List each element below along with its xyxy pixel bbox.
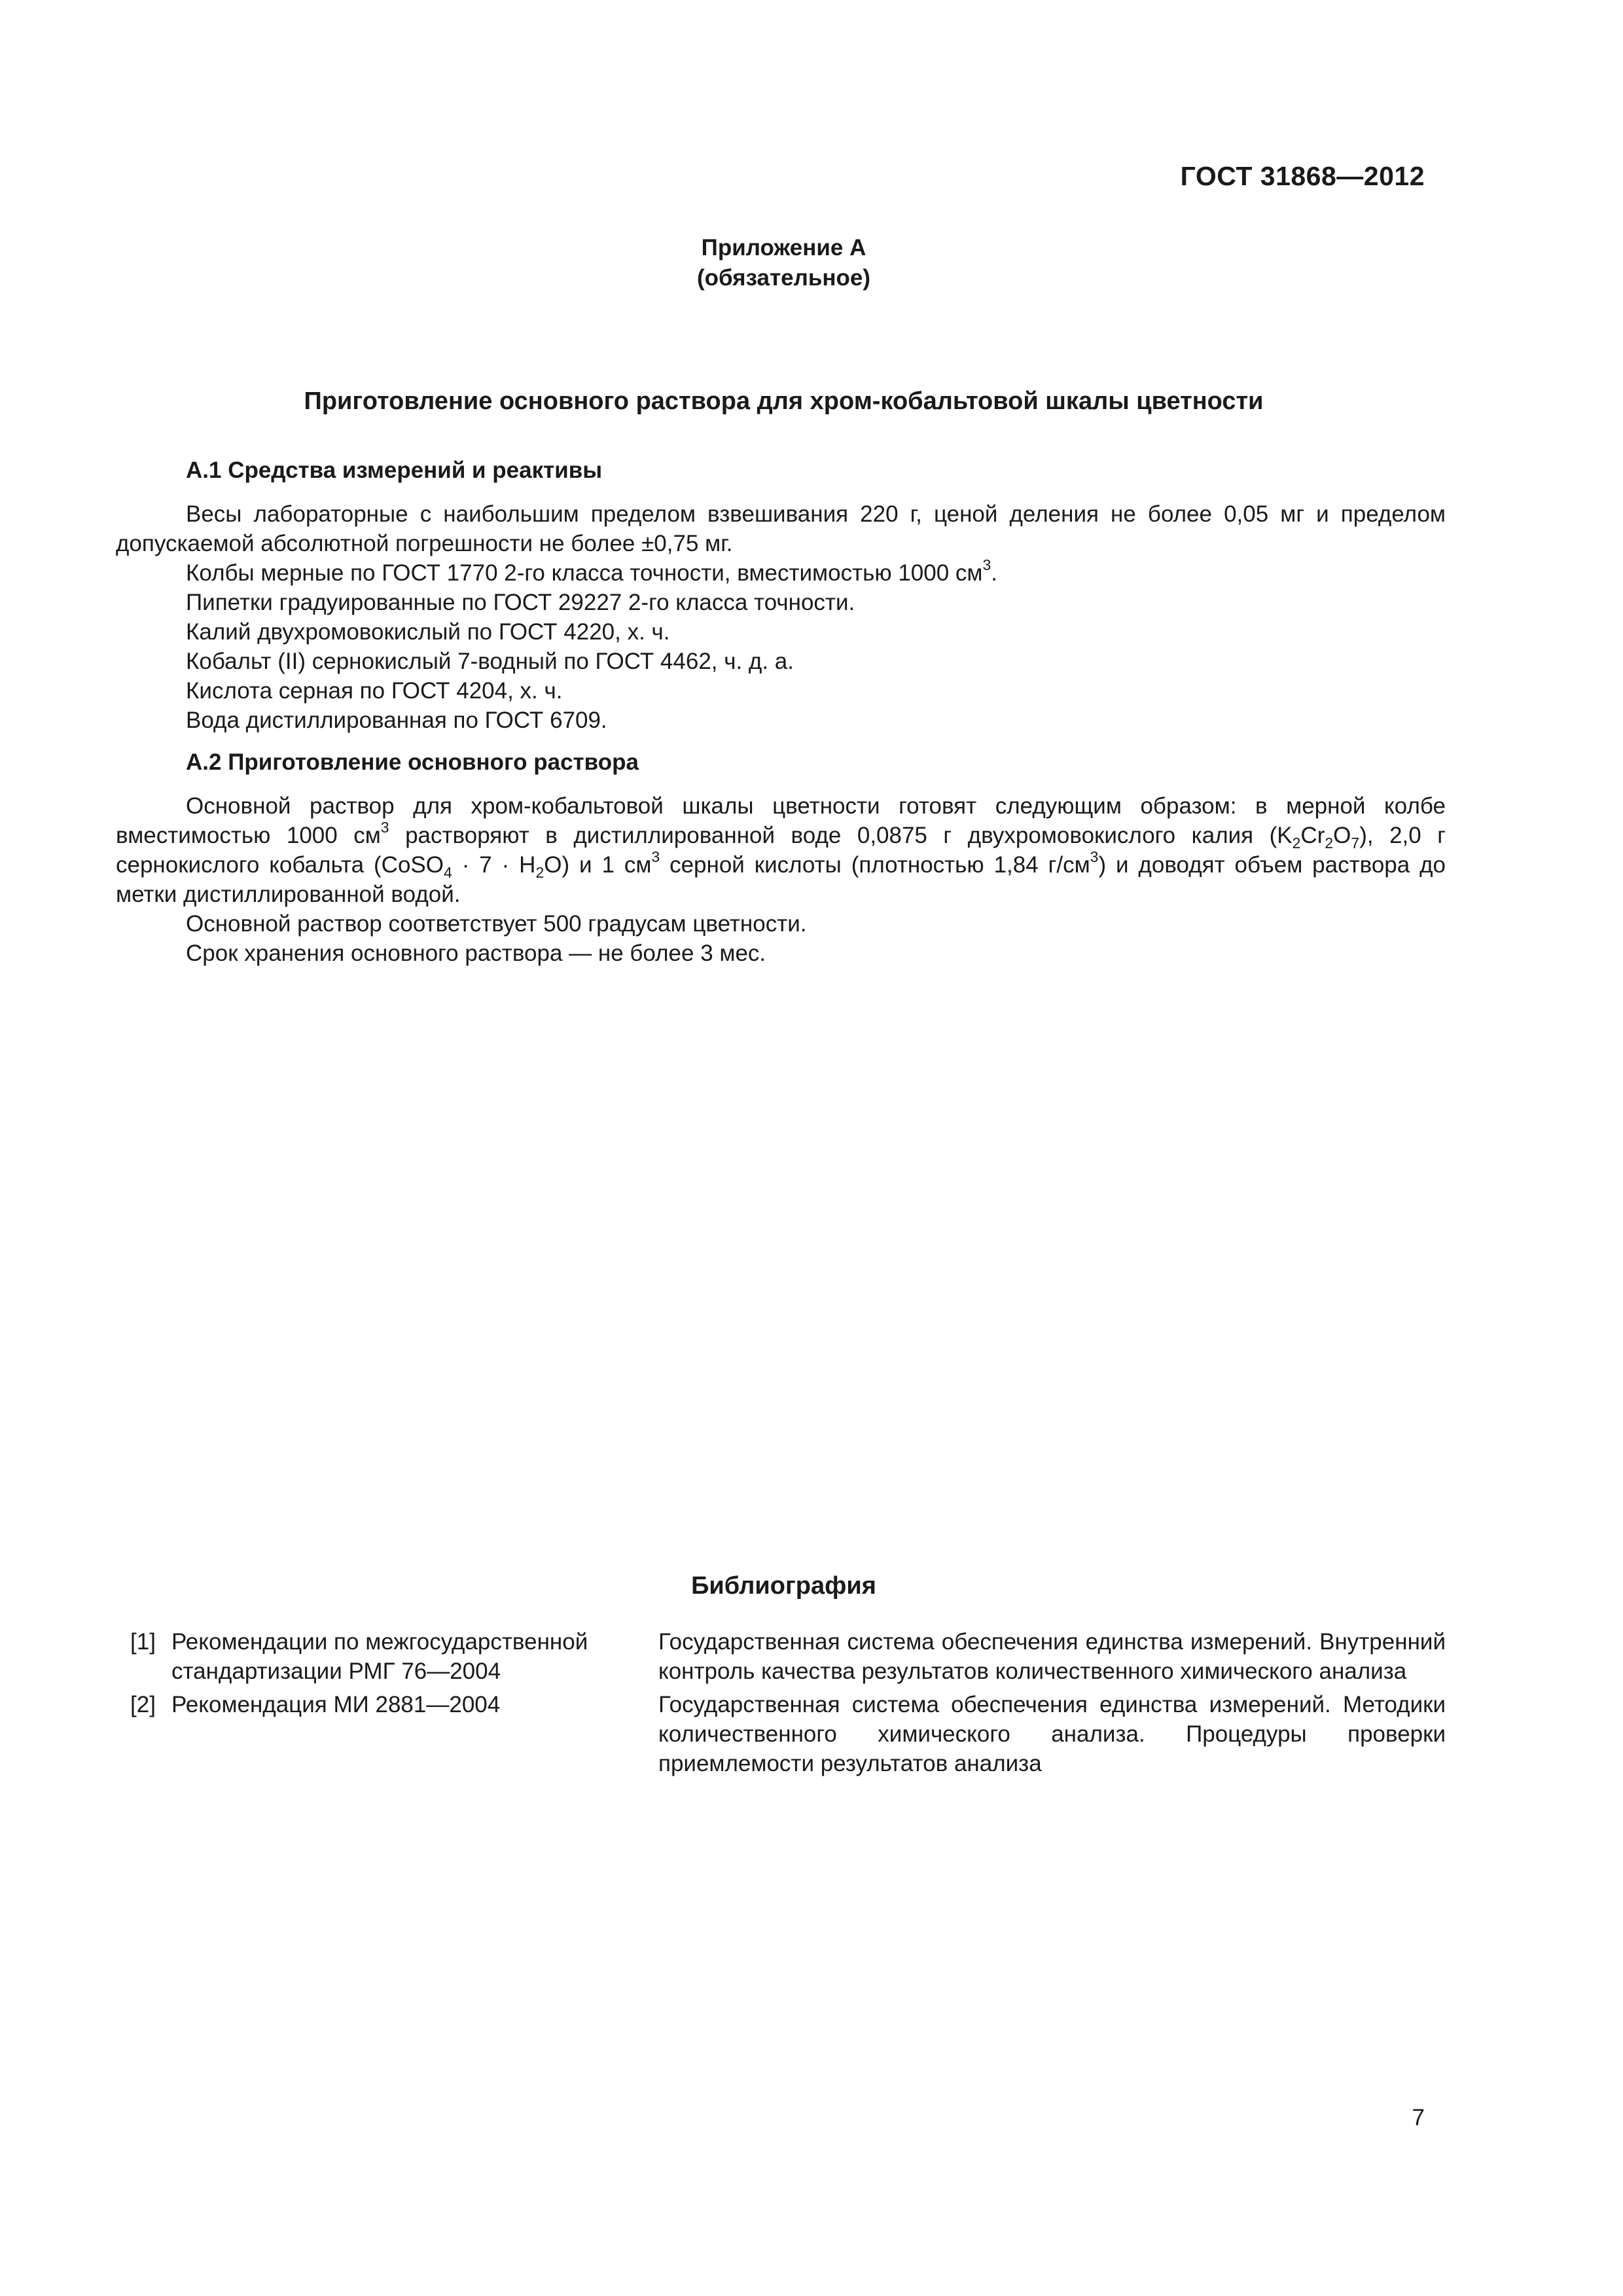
a1-item-scales: Весы лабораторные с наибольшим пределом взвешивания 220 г, ценой деления не более 0,05 мг и пределом допускаемой абсолютной погрешности не более ±0,75 мг. [116, 501, 1446, 556]
a1-item-cobalt: Кобальт (II) сернокислый 7-водный по ГОСТ 4462, ч. д. а. [186, 649, 794, 674]
bibliography-entry [130, 1690, 1446, 1778]
bibliography-entry [130, 1627, 1446, 1686]
bibliography-heading: Библиография [691, 1572, 876, 1600]
a2-sub: 2 [1292, 834, 1301, 852]
a1-item-pipettes: Пипетки градуированные по ГОСТ 29227 2-го класса точности. [186, 590, 855, 615]
a2-sub: 2 [535, 864, 544, 881]
page-number: 7 [1412, 2105, 1425, 2130]
a1-flasks-end: . [991, 560, 997, 586]
bibliography-list [130, 1627, 1446, 1782]
appendix-label-block [0, 233, 1567, 293]
appendix-body [116, 456, 1446, 968]
appendix-title: Приготовление основного раствора для хром-кобальтовой шкалы цветности [304, 387, 1264, 415]
bibliography-reference: Рекомендация МИ 2881—2004 [171, 1692, 501, 1717]
appendix-status: (обязательное) [696, 265, 870, 291]
a1-item-potassium: Калий двухромовокислый по ГОСТ 4220, х. ч. [186, 619, 670, 645]
a2-paragraph-2: Основной раствор соответствует 500 градусам цветности. [186, 911, 807, 937]
a1-flasks-text: Колбы мерные по ГОСТ 1770 2-го класса точности, вместимостью 1000 см [186, 560, 983, 586]
appendix-label: Приложение А [701, 235, 866, 260]
a2-paragraph-3: Срок хранения основного раствора — не более 3 мес. [186, 941, 766, 966]
a1-flasks-sup: 3 [982, 556, 991, 574]
a2-paragraph-1 [116, 791, 1446, 909]
bibliography-title: Государственная система обеспечения единства измерений. Методики количественного химического анализа. Процедуры проверки приемлемости результатов анализа [658, 1692, 1446, 1776]
section-a1-heading: А.1 Средства измерений и реактивы [186, 457, 603, 483]
a2-sup: 3 [380, 819, 389, 836]
bibliography-reference: Рекомендации по межгосударственной стандартизации РМГ 76—2004 [171, 1629, 588, 1684]
bibliography-number: [2] [130, 1692, 156, 1717]
a2-p1-part: ), 2,0 г сернокислого кобальта (CoSO [116, 823, 1446, 878]
standard-code: ГОСТ 31868—2012 [1180, 161, 1425, 191]
a2-p1-part: O) и 1 см [544, 852, 652, 878]
a1-item-acid: Кислота серная по ГОСТ 4204, х. ч. [186, 678, 563, 704]
a2-p1-part: Основной раствор для хром-кобальтовой шкалы цветности готовят следующим образом: в мерной колбе вместимостью 1000 см [116, 793, 1446, 848]
a1-item-water: Вода дистиллированная по ГОСТ 6709. [186, 708, 607, 733]
a2-p1-part: серной кислоты (плотностью 1,84 г/см [660, 852, 1090, 878]
a2-p1-part: O [1333, 823, 1351, 848]
a2-sup: 3 [1090, 848, 1099, 866]
a2-sub: 4 [444, 864, 452, 881]
a2-sub: 7 [1351, 834, 1360, 852]
bibliography-entry-left [130, 1627, 651, 1686]
a2-p1-part: ) и доводят объем раствора до метки дистиллированной водой. [116, 852, 1446, 907]
a2-p1-part: · 7 · H [452, 852, 536, 878]
a2-sub: 2 [1325, 834, 1334, 852]
a2-p1-part: Cr [1300, 823, 1325, 848]
bibliography-entry-left [130, 1690, 651, 1778]
bibliography-title: Государственная система обеспечения единства измерений. Внутренний контроль качества результатов количественного химического анализа [658, 1629, 1446, 1684]
a2-sup: 3 [651, 848, 660, 866]
a2-p1-part: растворяют в дистиллированной воде 0,0875 г двухромовокислого калия (K [389, 823, 1293, 848]
a1-item-flasks [186, 558, 1446, 588]
section-a2-heading: А.2 Приготовление основного раствора [186, 749, 639, 775]
bibliography-number: [1] [130, 1629, 156, 1655]
